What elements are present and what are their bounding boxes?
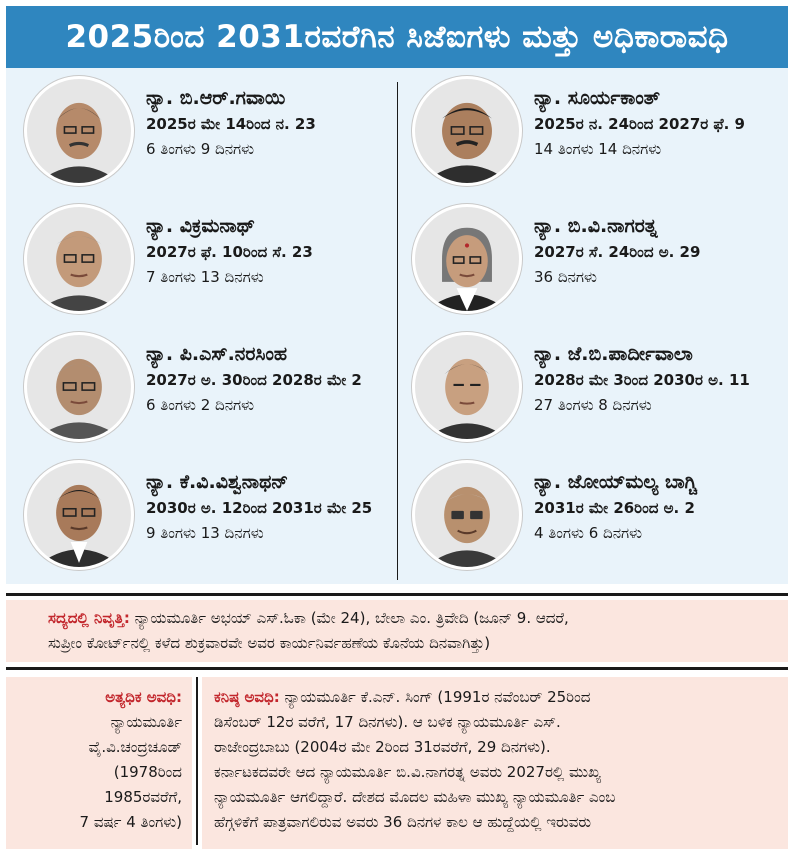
judge-duration: 4 ತಿಂಗಳು 6 ದಿನಗಳು xyxy=(534,524,643,542)
judge-name: ನ್ಯಾ. ವಿಕ್ರಮನಾಥ್ xyxy=(146,215,256,237)
shortest-label: ಕನಿಷ್ಠ ಅವಧಿ: xyxy=(214,688,280,706)
judge-card xyxy=(24,460,404,585)
judge-portrait xyxy=(24,332,134,442)
longest-line: 7 ವರ್ಷ 4 ತಿಂಗಳು) xyxy=(79,813,182,831)
retirement-line-1 xyxy=(48,606,770,631)
judge-duration: 36 ದಿನಗಳು xyxy=(534,268,597,286)
judge-name: ನ್ಯಾ. ಸೂರ್ಯಕಾಂತ್ xyxy=(534,87,661,109)
judge-term: 2030ರ ಅ. 12ರಿಂದ 2031ರ ಮೇ 25 xyxy=(146,499,373,517)
section-rule xyxy=(6,667,788,670)
judge-portrait xyxy=(24,204,134,314)
judge-card xyxy=(412,204,792,329)
judge-term: 2027ರ ಅ. 30ರಿಂದ 2028ರ ಮೇ 2 xyxy=(146,371,362,389)
shortest-line: ನ್ಯಾಯಮೂರ್ತಿ ಆಗಲಿದ್ದಾರೆ. ದೇಶದ ಮೊದಲ ಮಹಿಳಾ ಮುಖ್ಯ ನ್ಯಾಯಮೂರ್ತಿ ಎಂಬ xyxy=(214,788,616,806)
judge-duration: 6 ತಿಂಗಳು 9 ದಿನಗಳು xyxy=(146,140,255,158)
shortest-line: ರಾಜೇಂದ್ರಬಾಬು (2004ರ ಮೇ 2ರಿಂದ 31ರವರೆಗೆ, 29 ದಿನಗಳು). xyxy=(214,738,551,756)
box-separator xyxy=(196,677,198,845)
longest-label: ಅತ್ಯಧಿಕ ಅವಧಿ: xyxy=(105,688,182,706)
page-title: 2025ರಿಂದ 2031ರವರೆಗಿನ ಸಿಜೆಐಗಳು ಮತ್ತು ಅಧಿಕಾರಾವಧಿ xyxy=(6,6,788,68)
longest-line: (1978ರಿಂದ xyxy=(113,763,182,781)
judge-term: 2028ರ ಮೇ 3ರಿಂದ 2030ರ ಅ. 11 xyxy=(534,371,750,389)
longest-line: ವೈ.ವಿ.ಚಂದ್ರಚೂಡ್ xyxy=(88,738,182,756)
longest-line: ನ್ಯಾಯಮೂರ್ತಿ xyxy=(110,713,182,731)
judge-card xyxy=(24,332,404,457)
judge-portrait xyxy=(412,460,522,570)
judge-name: ನ್ಯಾ. ಜೋಯ್‌ಮಲ್ಯ ಬಾಗ್ಚಿ xyxy=(534,471,697,493)
shortest-line: ಕರ್ನಾಟಕದವರೇ ಆದ ನ್ಯಾಯಮೂರ್ತಿ ಬಿ.ವಿ.ನಾಗರತ್ನ ಅವರು 2027ರಲ್ಲಿ ಮುಖ್ಯ xyxy=(214,763,602,781)
judge-portrait xyxy=(412,204,522,314)
shortest-tenure-box xyxy=(202,677,788,849)
retirement-text: ನ್ಯಾಯಮೂರ್ತಿ ಅಭಯ್ ಎಸ್.ಓಕಾ (ಮೇ 24), ಬೇಲಾ ಎಂ. ತ್ರಿವೇದಿ (ಜೂನ್ 9. ಆದರೆ, xyxy=(134,609,569,627)
retirement-line-2: ಸುಪ್ರೀಂ ಕೋರ್ಟ್‌ನಲ್ಲಿ ಕಳೆದ ಶುಕ್ರವಾರವೇ ಅವರ ಕಾರ್ಯನಿರ್ವಹಣೆಯ ಕೊನೆಯ ದಿನವಾಗಿತ್ತು) xyxy=(48,634,491,652)
longest-tenure-box xyxy=(6,677,192,849)
judge-name: ನ್ಯಾ. ಪಿ.ಎಸ್.ನರಸಿಂಹ xyxy=(146,343,288,365)
judge-card xyxy=(412,332,792,457)
judge-card xyxy=(412,76,792,201)
shortest-line: ಹೆಗ್ಗಳಿಕೆಗೆ ಪಾತ್ರವಾಗಲಿರುವ ಅವರು 36 ದಿನಗಳ ಕಾಲ ಆ ಹುದ್ದೆಯಲ್ಲಿ ಇರುವರು xyxy=(214,813,592,831)
judge-portrait xyxy=(412,332,522,442)
judge-duration: 7 ತಿಂಗಳು 13 ದಿನಗಳು xyxy=(146,268,264,286)
retirement-note xyxy=(6,600,788,662)
judge-name: ನ್ಯಾ. ಜೆ.ಬಿ.ಪಾರ್ದೀವಾಲಾ xyxy=(534,343,693,365)
judge-term: 2025ರ ಮೇ 14ರಿಂದ ನ. 23 xyxy=(146,115,316,133)
shortest-first-text: ನ್ಯಾಯಮೂರ್ತಿ ಕೆ.ಎನ್. ಸಿಂಗ್ (1991ರ ನವೆಂಬರ್ 25ರಿಂದ xyxy=(284,688,591,706)
judge-duration: 27 ತಿಂಗಳು 8 ದಿನಗಳು xyxy=(534,396,652,414)
judge-term: 2027ರ ಸೆ. 24ರಿಂದ ಅ. 29 xyxy=(534,243,701,261)
judge-term: 2027ರ ಫೆ. 10ರಿಂದ ಸೆ. 23 xyxy=(146,243,313,261)
shortest-line: ಡಿಸೆಂಬರ್ 12ರ ವರೆಗೆ, 17 ದಿನಗಳು). ಆ ಬಳಿಕ ನ್ಯಾಯಮೂರ್ತಿ ಎಸ್. xyxy=(214,713,561,731)
judge-term: 2025ರ ನ. 24ರಿಂದ 2027ರ ಫೆ. 9 xyxy=(534,115,745,133)
judge-card xyxy=(412,460,792,585)
judge-name: ನ್ಯಾ. ಬಿ.ವಿ.ನಾಗರತ್ನ xyxy=(534,215,658,237)
judge-name: ನ್ಯಾ. ಬಿ.ಆರ್.ಗವಾಯಿ xyxy=(146,87,286,109)
judge-term: 2031ರ ಮೇ 26ರಿಂದ ಅ. 2 xyxy=(534,499,695,517)
shortest-line xyxy=(214,685,778,710)
judge-portrait xyxy=(24,460,134,570)
judge-portrait xyxy=(24,76,134,186)
judge-portrait xyxy=(412,76,522,186)
judge-duration: 6 ತಿಂಗಳು 2 ದಿನಗಳು xyxy=(146,396,255,414)
longest-line: 1985ರವರೆಗೆ, xyxy=(104,788,182,806)
judge-card xyxy=(24,76,404,201)
section-rule xyxy=(6,593,788,596)
retirement-label: ಸದ್ಯದಲ್ಲಿ ನಿವೃತ್ತಿ: xyxy=(48,609,130,627)
judge-duration: 14 ತಿಂಗಳು 14 ದಿನಗಳು xyxy=(534,140,662,158)
judge-card xyxy=(24,204,404,329)
judge-duration: 9 ತಿಂಗಳು 13 ದಿನಗಳು xyxy=(146,524,264,542)
judge-name: ನ್ಯಾ. ಕೆ.ವಿ.ವಿಶ್ವನಾಥನ್ xyxy=(146,471,289,493)
